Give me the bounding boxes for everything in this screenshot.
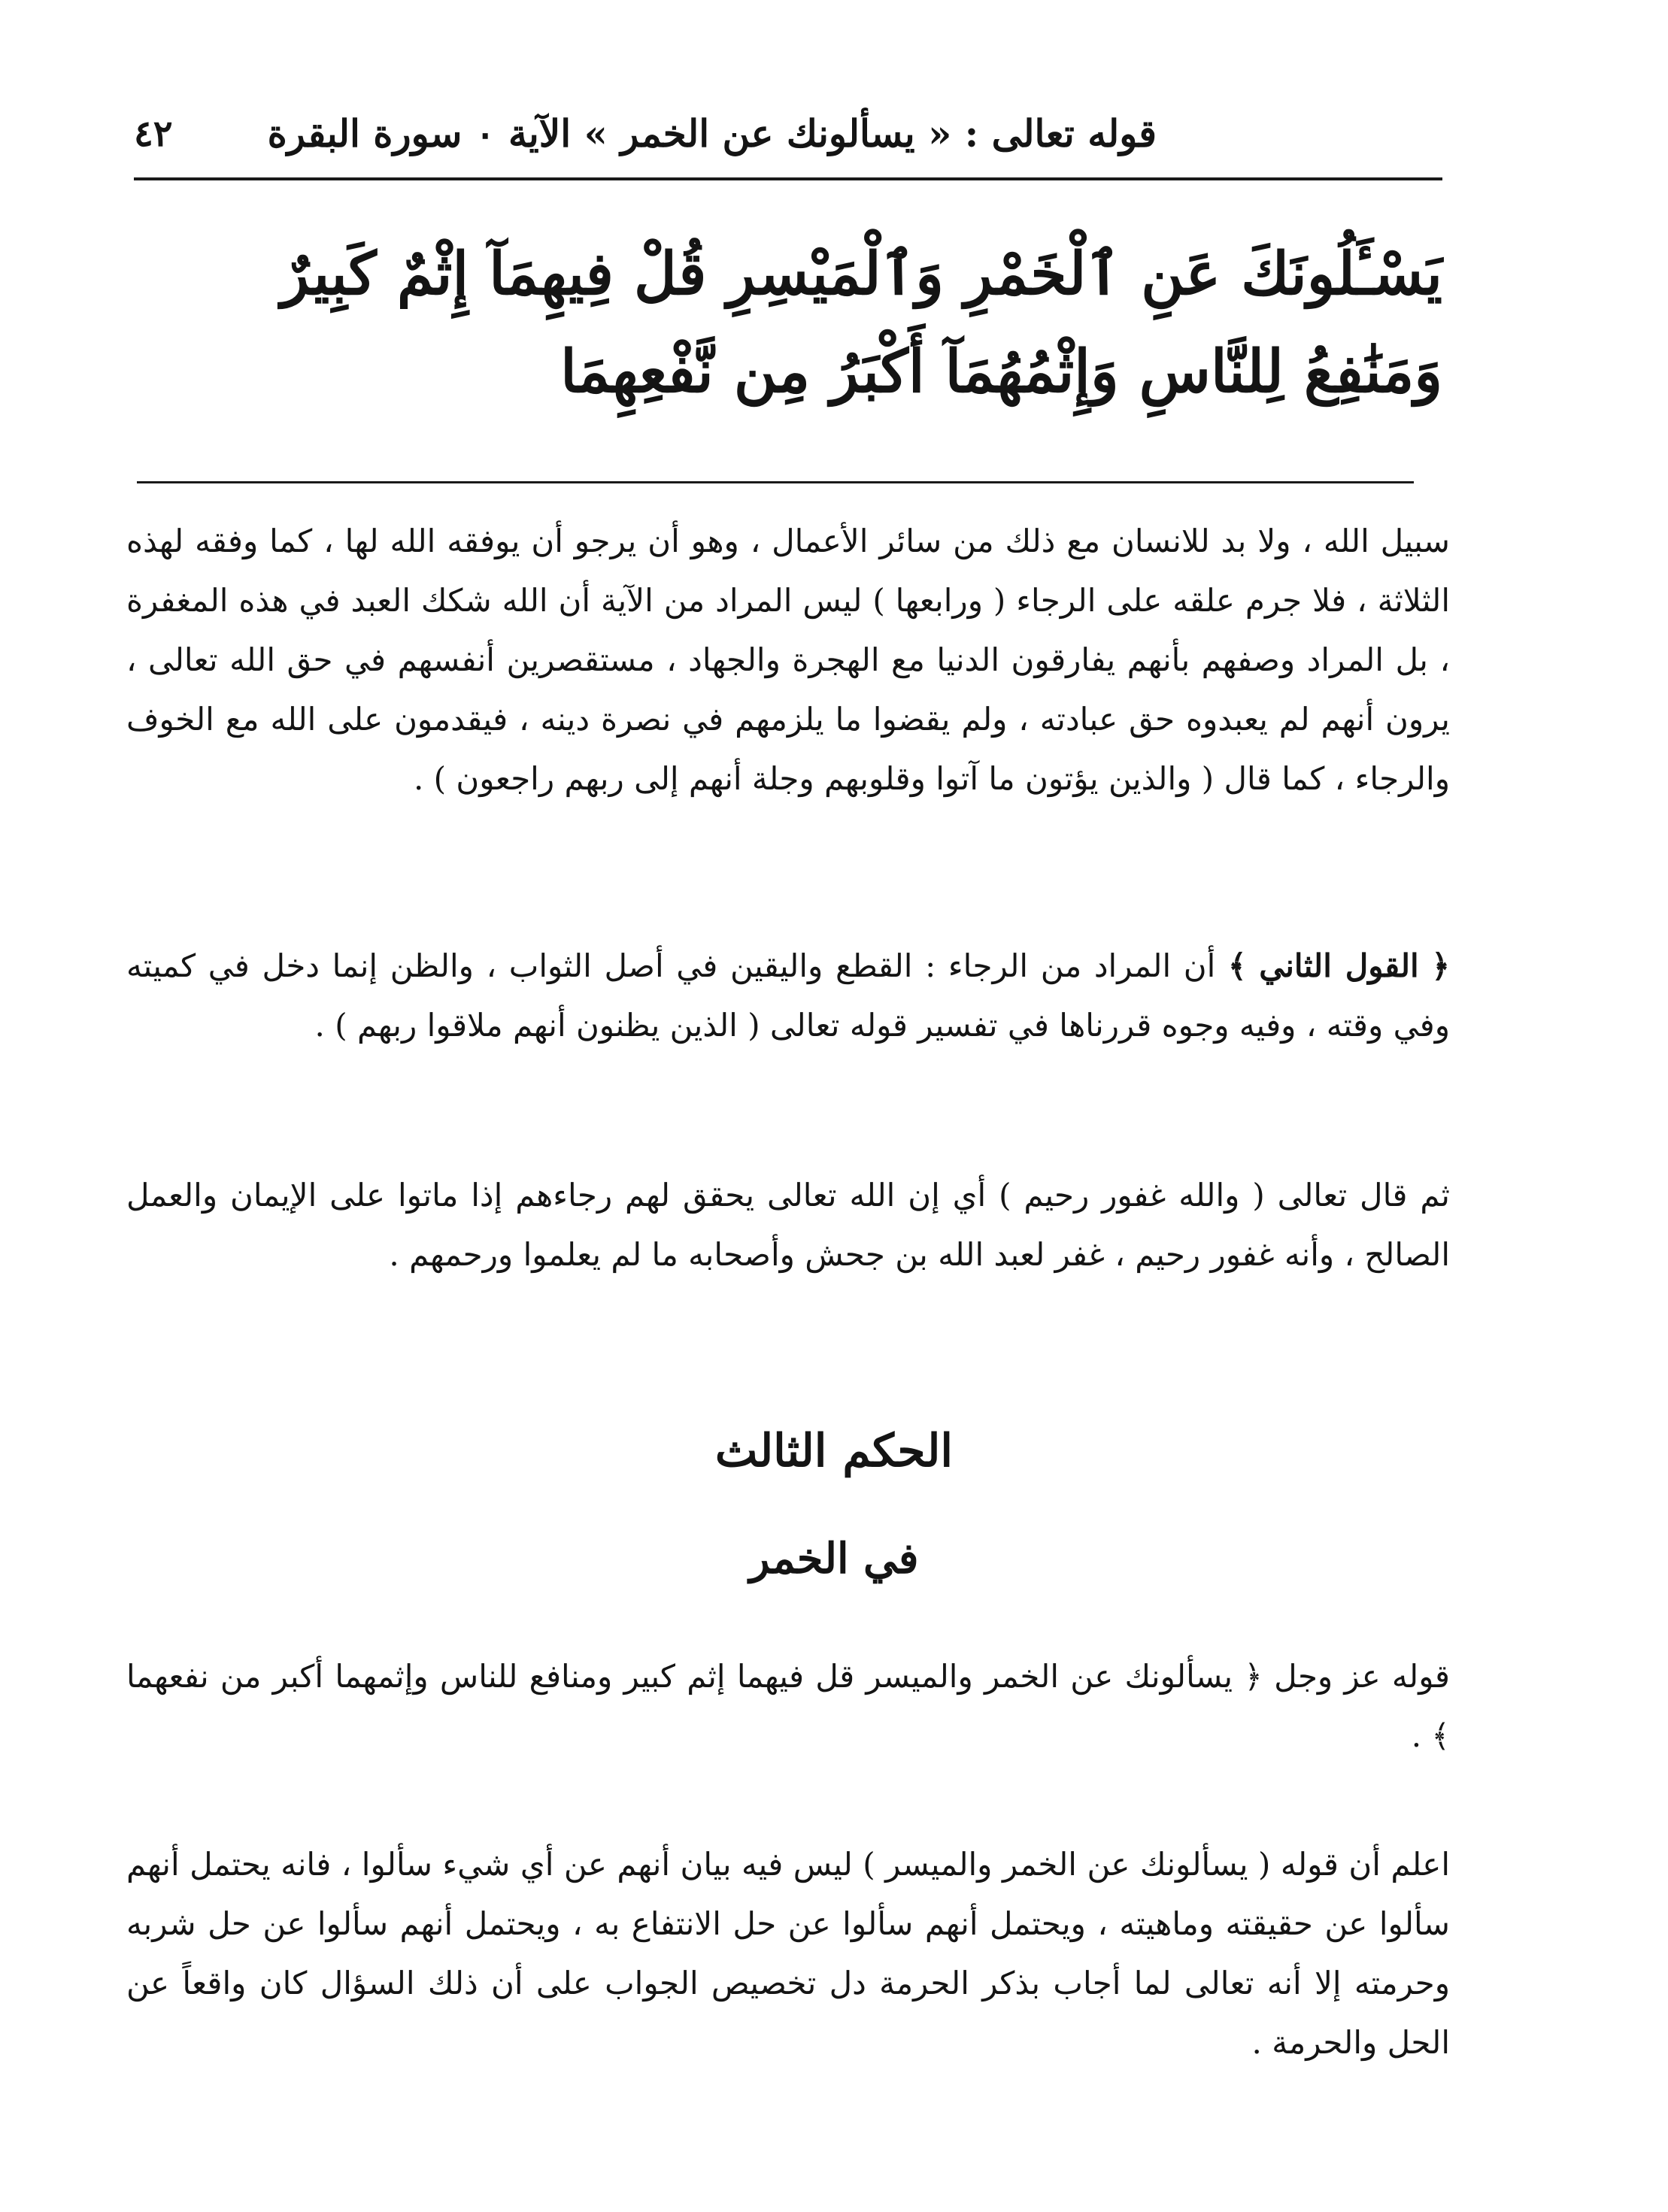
page-number: ٤٢ (134, 113, 173, 155)
paragraph-5: اعلم أن قوله ( يسألونك عن الخمر والميسر ) ليس فيه بيان أنهم عن أي شيء سألوا ، فانه يحتمل أنهم سألوا عن حقيقته وماهيته ، ويحتمل أنهم سألوا عن حل الانتفاع به ، ويحتمل أنهم سألوا عن حل شربه وحرمته إلا أنه تعالى لما أجاب بذكر الحرمة دل تخصيص الجواب على أن ذلك السؤال كان واقعاً عن الحل والحرمة . (126, 1846, 1450, 2061)
header-rule (134, 177, 1442, 180)
section-subtitle: في الخمر (749, 1534, 919, 1583)
verse-rule (137, 481, 1414, 483)
paragraph-4: قوله عز وجل ﴿ يسألونك عن الخمر والميسر قل فيهما إثم كبير ومنافع للناس وإثمهما أكبر من نفعهما ﴾ . (126, 1658, 1450, 1754)
running-header (134, 105, 1442, 165)
paragraph-2-lead: القول الثاني (1259, 947, 1419, 984)
paragraph-2-text: أن المراد من الرجاء : القطع واليقين في أصل الثواب ، والظن إنما دخل في كميته وفي وقته ، وفيه وجوه قررناها في تفسير قوله تعالى ( الذين يظنون أنهم ملاقوا ربهم ) . (126, 947, 1450, 1044)
paragraph-3: ثم قال تعالى ( والله غفور رحيم ) أي إن الله تعالى يحقق لهم رجاءهم إذا ماتوا على الإيمان والعمل الصالح ، وأنه غفور رحيم ، غفر لعبد الله بن جحش وأصحابه ما لم يعلموا ورحمهم . (126, 1177, 1450, 1273)
running-title: قوله تعالى : « يسألونك عن الخمر » الآية ٠ سورة البقرة (267, 111, 1157, 156)
ornament-close: ﴾ (1227, 947, 1247, 984)
paragraph-2 (126, 936, 1450, 1055)
ornament-open: ﴿ (1431, 947, 1450, 984)
section-title: الحكم الثالث (714, 1425, 954, 1477)
quran-verse: يَسْـَٔلُونَكَ عَنِ ٱلْخَمْرِ وَٱلْمَيْسِرِ قُلْ فِيهِمَآ إِثْمٌ كَبِيرٌ وَمَنَٰفِعُ لِلنَّاسِ وَإِثْمُهُمَآ أَكْبَرُ مِن نَّفْعِهِمَا (281, 240, 1442, 406)
paragraph-1: سبيل الله ، ولا بد للانسان مع ذلك من سائر الأعمال ، وهو أن يرجو أن يوفقه الله لها ، كما وفقه لهذه الثلاثة ، فلا جرم علقه على الرجاء ( ورابعها ) ليس المراد من الآية أن الله شكك العبد في هذه المغفرة ، بل المراد وصفهم بأنهم يفارقون الدنيا مع الهجرة والجهاد ، مستقصرين أنفسهم في حق الله تعالى ، يرون أنهم لم يعبدوه حق عبادته ، ولم يقضوا ما يلزمهم في نصرة دينه ، فيقدمون على الله مع الخوف والرجاء ، كما قال ( والذين يؤتون ما آتوا وقلوبهم وجلة أنهم إلى ربهم راجعون ) . (126, 523, 1450, 797)
